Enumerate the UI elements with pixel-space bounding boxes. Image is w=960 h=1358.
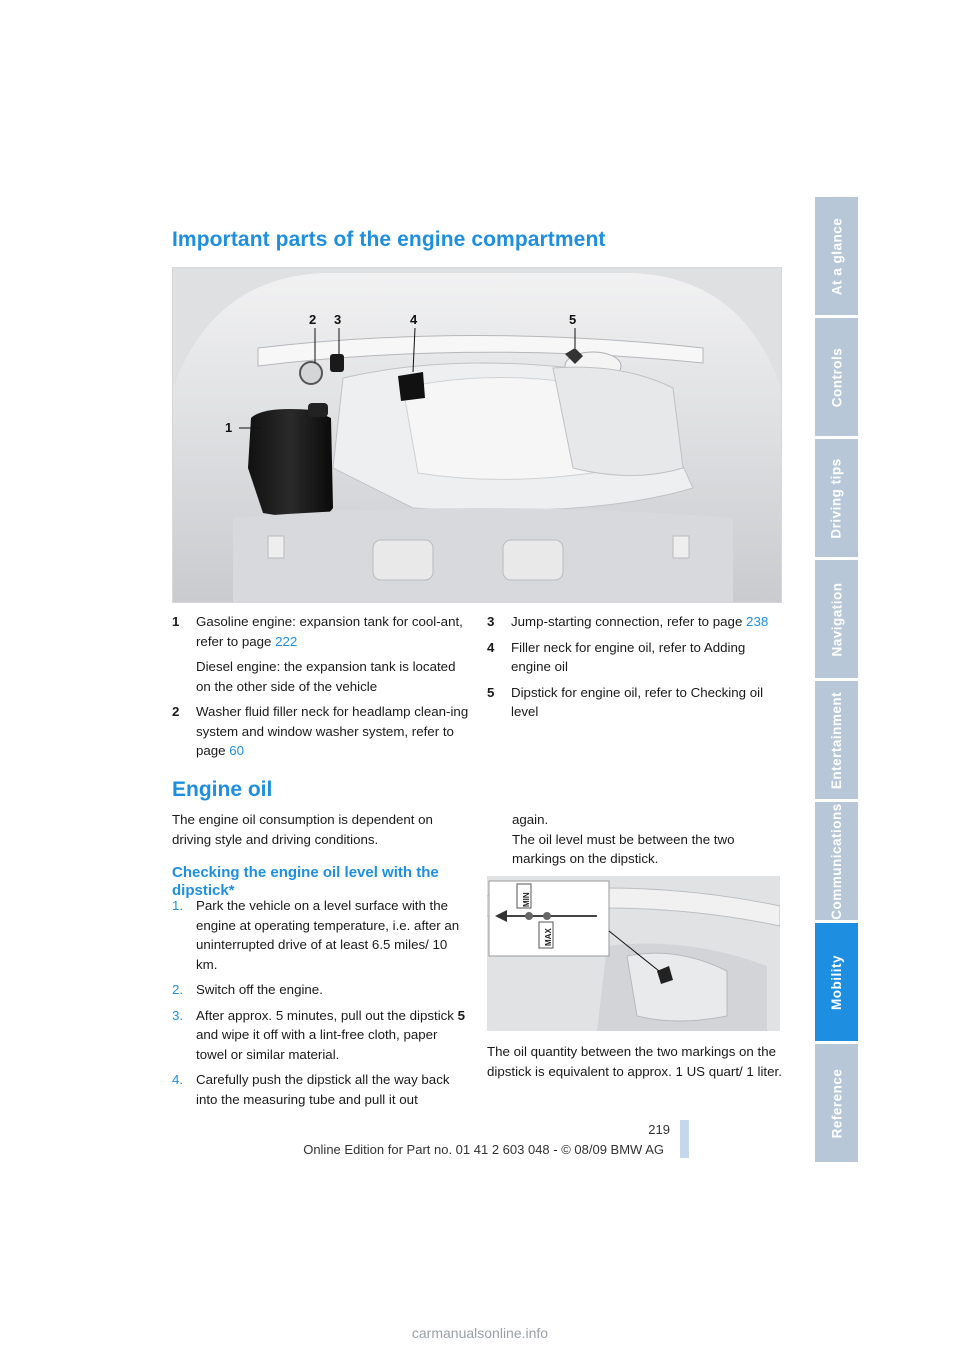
- watermark: carmanualsonline.info: [411, 1325, 549, 1341]
- dipstick-min-label: MIN: [522, 892, 531, 907]
- quantity-note: The oil quantity between the two markings on the dipstick is equivalent to approx. 1 US quart/ 1 liter.: [487, 1044, 782, 1079]
- legend-item-2: [172, 702, 472, 761]
- legend-number: 1: [172, 614, 180, 629]
- step-4: [172, 1070, 472, 1109]
- step-1: [172, 896, 472, 974]
- tab-mobility[interactable]: [815, 923, 858, 1041]
- tab-controls[interactable]: [815, 318, 858, 436]
- step-number: 4.: [172, 1072, 184, 1087]
- legend-subtext: Diesel engine: the expansion tank is located on the other side of the vehicle: [196, 659, 456, 694]
- footer-edition: Online Edition for Part no. 01 41 2 603 048 - © 08/09 BMW AG: [303, 1142, 664, 1157]
- step-4-continued: [512, 810, 782, 869]
- legend-item-3: [487, 612, 787, 632]
- legend-number: 5: [487, 684, 495, 700]
- step-continued-text: again.: [512, 812, 549, 827]
- legend-text: Gasoline engine: expansion tank for cool-ant, refer to page: [196, 614, 463, 649]
- callout-5: 5: [569, 312, 577, 327]
- page-number: 219: [648, 1122, 670, 1137]
- tab-label: Driving tips: [829, 457, 845, 539]
- tab-label: Reference: [829, 1068, 845, 1138]
- page-link-238[interactable]: 238: [746, 614, 769, 629]
- tab-label: Entertainment: [829, 691, 845, 789]
- legend-item-5: [487, 683, 787, 722]
- legend-text: Dipstick for engine oil, refer to Checking oil level: [511, 684, 764, 719]
- step-text: Park the vehicle on a level surface with the engine at operating temperature, i.e. after an uninterrupted drive of at least 6.5 miles/ 10 km.: [196, 898, 460, 972]
- step-number: 1.: [172, 898, 184, 913]
- legend-text: Washer fluid filler neck for headlamp clean-ing system and window washer system, refer to page: [196, 704, 469, 758]
- legend-number: 4: [487, 639, 495, 655]
- tab-label: Mobility: [829, 954, 844, 1010]
- page-number-bar: [680, 1120, 689, 1158]
- step-number: 3.: [172, 1007, 184, 1023]
- step-2: [172, 980, 472, 1000]
- page-link-60[interactable]: 60: [229, 743, 245, 758]
- step-text: Switch off the engine.: [196, 982, 323, 997]
- level-note: The oil level must be between the two markings on the dipstick.: [512, 831, 735, 866]
- legend-item-1: [172, 612, 472, 696]
- tab-communications[interactable]: [815, 802, 858, 920]
- step-text-cont: and wipe it off with a lint-free cloth, paper towel or similar material.: [196, 1027, 438, 1062]
- tab-label: At a glance: [829, 217, 844, 295]
- tab-label: Controls: [829, 347, 844, 407]
- tab-entertainment[interactable]: [815, 681, 858, 799]
- tab-reference[interactable]: [815, 1044, 858, 1162]
- callout-1: 1: [225, 420, 233, 435]
- step-3: [172, 1006, 472, 1065]
- legend-right-column: [487, 612, 787, 728]
- step-text: Carefully push the dipstick all the way back into the measuring tube and pull it out: [196, 1072, 450, 1107]
- step-bold-ref: 5: [457, 1007, 466, 1023]
- tab-navigation[interactable]: [815, 560, 858, 678]
- legend-text: Jump-starting connection, refer to page: [511, 614, 747, 629]
- chapter-tabs: [815, 197, 858, 1165]
- tab-label: Navigation: [829, 581, 845, 657]
- engine-oil-title: Engine oil: [172, 778, 273, 801]
- legend-number: 3: [487, 614, 495, 629]
- legend-text: Filler neck for engine oil, refer to Adding engine oil: [511, 639, 746, 674]
- step-number: 2.: [172, 982, 184, 997]
- callout-4: 4: [410, 312, 418, 327]
- callout-2: 2: [309, 312, 317, 327]
- engine-oil-intro: The engine oil consumption is dependent on driving style and driving conditions.: [172, 812, 433, 847]
- tab-driving-tips[interactable]: [815, 439, 858, 557]
- section-title: Important parts of the engine compartment: [172, 228, 606, 251]
- dipstick-max-label: MAX: [544, 928, 553, 946]
- dipstick-figure: [487, 876, 780, 1031]
- step-text: After approx. 5 minutes, pull out the dipstick: [196, 1007, 458, 1023]
- steps-list: [172, 896, 472, 1115]
- tab-at-a-glance[interactable]: [815, 197, 858, 315]
- legend-left-column: [172, 612, 472, 767]
- legend-number: 2: [172, 704, 180, 719]
- page-link-222[interactable]: 222: [275, 633, 298, 649]
- dipstick-subtitle: Checking the engine oil level with the dipstick*: [172, 864, 439, 899]
- callout-3: 3: [334, 312, 342, 327]
- engine-compartment-figure: [172, 267, 782, 603]
- legend-item-4: [487, 638, 787, 677]
- tab-label: Communications: [829, 802, 845, 920]
